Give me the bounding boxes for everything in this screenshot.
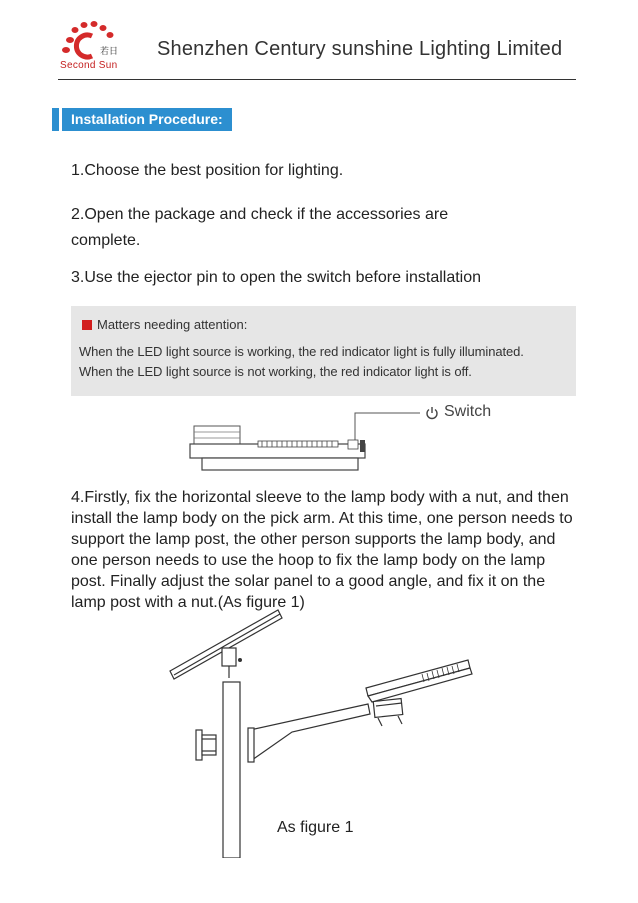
attention-box bbox=[71, 306, 576, 396]
company-name: Shenzhen Century sunshine Lighting Limited bbox=[157, 38, 563, 60]
figure-caption: As figure 1 bbox=[277, 819, 354, 836]
attention-title: Matters needing attention: bbox=[97, 317, 248, 332]
step-1: 1.Choose the best position for lighting. bbox=[71, 162, 344, 179]
section-accent-bar bbox=[52, 108, 59, 131]
attention-line-1: When the LED light source is working, the red indicator light is fully illuminated. bbox=[79, 344, 524, 359]
attention-marker-icon bbox=[82, 320, 92, 330]
attention-line-2: When the LED light source is not working, the red indicator light is off. bbox=[79, 364, 472, 379]
step-4: 4.Firstly, fix the horizontal sleeve to the lamp body with a nut, and then install the lamp body on the pick arm. At this time, one person needs to support the lamp post, the other person supports the lamp body, and one person needs to use the hoop to fix the lamp body on the lamp post. Finally adjust the solar panel to a good angle, and fix it on the lamp post with a nut.(As figure 1) bbox=[71, 489, 573, 611]
step-3: 3.Use the ejector pin to open the switch before installation bbox=[71, 269, 482, 286]
power-icon bbox=[425, 406, 439, 420]
header-divider bbox=[58, 79, 576, 80]
switch-label: Switch bbox=[444, 403, 492, 420]
svg-text:若日: 若日 bbox=[100, 47, 119, 57]
step-2: 2.Open the package and check if the accessories are complete. bbox=[71, 206, 449, 249]
logo-caption: Second Sun bbox=[60, 60, 118, 71]
section-heading: Installation Procedure: bbox=[62, 108, 232, 131]
